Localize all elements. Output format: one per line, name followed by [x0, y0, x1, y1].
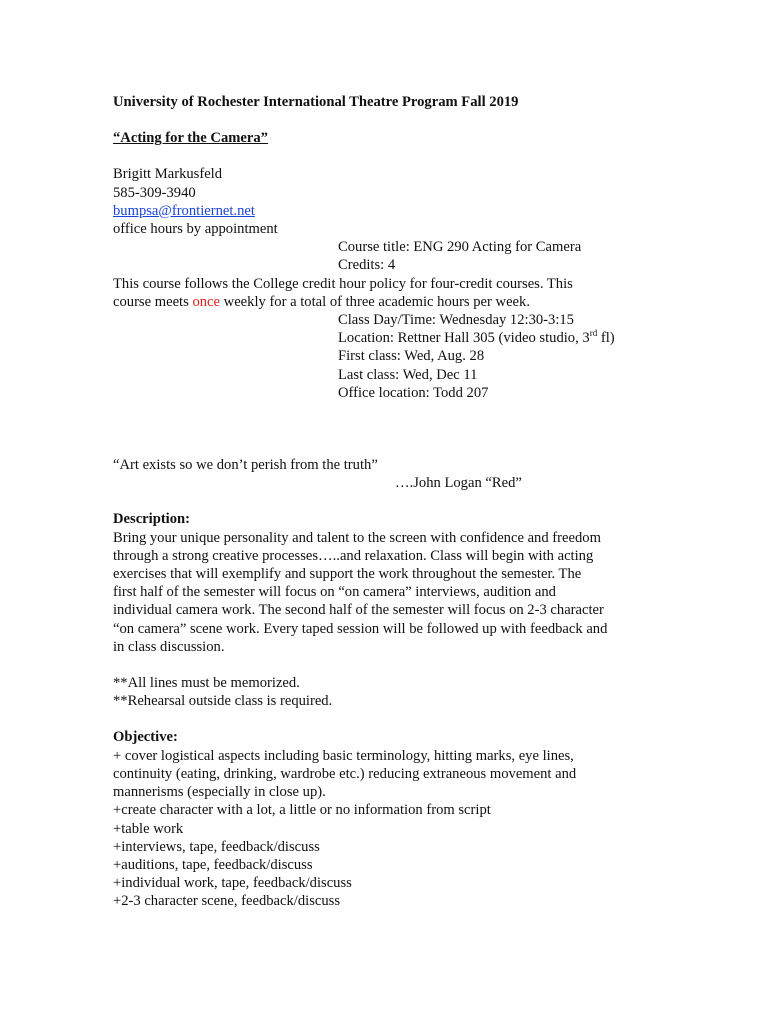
objective-line: mannerisms (especially in close up).	[113, 784, 326, 801]
spacer	[113, 656, 673, 674]
instructor-name: Brigitt Markusfeld	[113, 166, 223, 183]
objective-line: +create character with a lot, a little or no information from script	[113, 802, 491, 819]
description-line: individual camera work. The second half of the semester will focus on 2-3 character	[113, 602, 604, 619]
spacer	[113, 492, 673, 510]
objective-line: +2-3 character scene, feedback/discuss	[113, 893, 341, 910]
note-rehearsal: **Rehearsal outside class is required.	[113, 693, 333, 710]
policy-line-1: This course follows the College credit hour policy for four-credit courses. This	[113, 275, 573, 292]
first-class: First class: Wed, Aug. 28	[338, 348, 485, 365]
description-line: in class discussion.	[113, 638, 225, 655]
policy-line-2-end: weekly for a total of three academic hours per week.	[220, 293, 530, 310]
description-line: through a strong creative processes…..and relaxation. Class will begin with acting	[113, 547, 594, 564]
description-line: “on camera” scene work. Every taped session will be followed up with feedback and	[113, 620, 608, 637]
objective-line: +table work	[113, 820, 184, 837]
objective-line: + cover logistical aspects including basic terminology, hitting marks, eye lines,	[113, 747, 574, 764]
last-class: Last class: Wed, Dec 11	[338, 366, 478, 383]
office-location: Office location: Todd 207	[338, 384, 489, 401]
description-line: Bring your unique personality and talent to the screen with confidence and freedom	[113, 529, 601, 546]
description-line: first half of the semester will focus on “on camera” interviews, audition and	[113, 584, 556, 601]
course-title: Course title: ENG 290 Acting for Camera	[338, 239, 582, 256]
objective-line: +interviews, tape, feedback/discuss	[113, 838, 320, 855]
location-text: Location: Rettner Hall 305 (video studio, 3	[338, 330, 590, 347]
course-quote-title: “Acting for the Camera”	[113, 130, 268, 147]
highlight-once: once	[192, 293, 220, 310]
quote-author: ….John Logan “Red”	[395, 475, 522, 492]
objective-line: continuity (eating, drinking, wardrobe etc.) reducing extraneous movement and	[113, 765, 577, 782]
syllabus-page	[113, 93, 673, 911]
spacer	[113, 111, 673, 129]
location-text-end: fl)	[597, 330, 615, 347]
description-heading: Description:	[113, 511, 191, 528]
office-hours: office hours by appointment	[113, 221, 278, 238]
spacer	[113, 147, 673, 165]
objective-line: +individual work, tape, feedback/discuss	[113, 875, 352, 892]
policy-line-2	[113, 293, 673, 311]
description-line: exercises that will exemplify and support the work throughout the semester. The	[113, 566, 582, 583]
objective-line: +auditions, tape, feedback/discuss	[113, 856, 313, 873]
spacer	[113, 402, 673, 456]
quote-text: “Art exists so we don’t perish from the truth”	[113, 457, 378, 474]
policy-line-2-start: course meets	[113, 293, 193, 310]
location-superscript: rd	[589, 328, 598, 339]
program-title: University of Rochester International Theatre Program Fall 2019	[113, 94, 519, 110]
spacer	[113, 710, 673, 728]
objective-heading: Objective:	[113, 729, 178, 746]
location	[113, 329, 673, 347]
credits: Credits: 4	[338, 257, 396, 274]
class-day-time: Class Day/Time: Wednesday 12:30-3:15	[338, 312, 574, 329]
instructor-email-link[interactable]: bumpsa@frontiernet.net	[113, 202, 255, 219]
note-memorized: **All lines must be memorized.	[113, 675, 300, 692]
instructor-phone: 585-309-3940	[113, 184, 196, 201]
